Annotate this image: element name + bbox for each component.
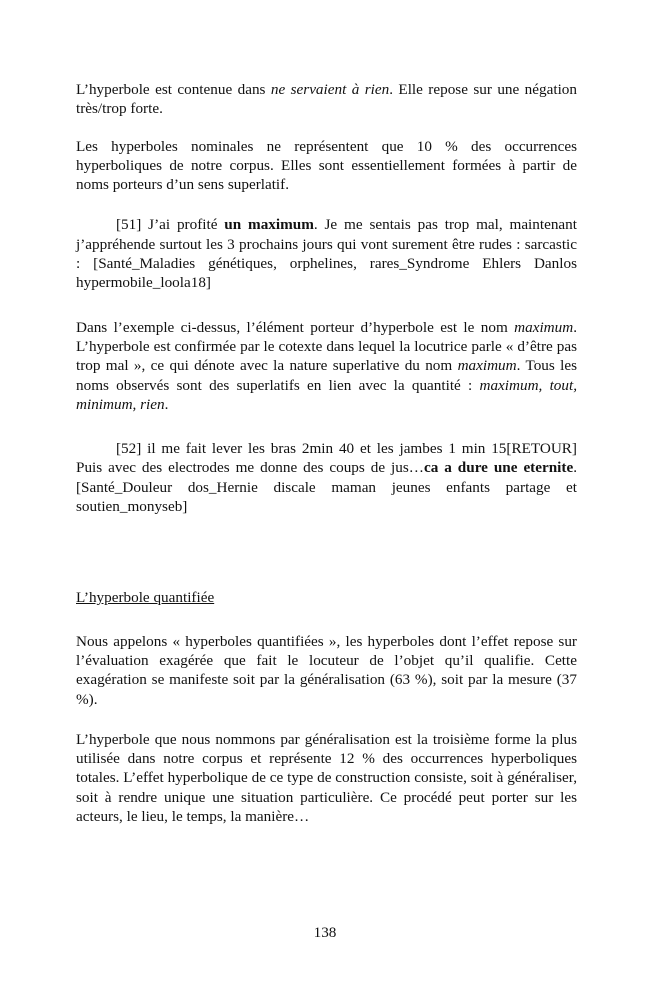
italic-quote: ne servaient à rien — [270, 81, 390, 98]
text-run: . Tous les noms observés sont des superlatifs en lien avec la quantité : — [76, 357, 577, 394]
text-run: Dans l’exemple ci-dessus, l’élément porteur d’hyperbole est le nom — [76, 318, 515, 336]
text-run: . Je me sentais pas trop mal, maintenant j’appréhende surtout les 3 prochains jours qui vont surement être rudes : sarcastic : [Santé_Maladies génétiques, orphelines, rares_Syndrome Ehlers Danlos hypermobile_loola18] — [76, 216, 577, 292]
page-body — [76, 80, 577, 826]
bold-emphasis: un maximum — [224, 216, 314, 234]
example-52 — [76, 439, 577, 516]
paragraph-negation — [76, 80, 577, 119]
text-run: L’hyperbole est contenue dans — [76, 81, 271, 98]
italic-term-list: maximum, tout, minimum, rien — [76, 376, 577, 413]
text-run: . — [164, 395, 169, 413]
text-run: . [Santé_Douleur dos_Hernie discale maman jeunes enfants partage et soutien_monyseb] — [76, 459, 577, 516]
paragraph-nominal-hyperboles: Les hyperboles nominales ne représentent que 10 % des occurrences hyperboliques de notre corpus. Elles sont essentiellement formées à partir de noms porteurs d’un sens superlatif. — [76, 137, 577, 194]
text-run: [51] J’ai profité — [116, 216, 225, 234]
bold-emphasis: ca a dure une eternite — [423, 459, 574, 477]
italic-term: maximum — [514, 318, 574, 336]
paragraph-quantified-hyperboles: Nous appelons « hyperboles quantifiées », les hyperboles dont l’effet repose sur l’évaluation exagérée que fait le locuteur de l’objet qu’il qualifie. Cette exagération se manifeste soit par la généralisation (63 %), soit par la mesure (37 %). — [76, 632, 577, 708]
section-heading: L’hyperbole quantifiée — [76, 589, 215, 607]
italic-term: maximum — [457, 357, 517, 375]
text-run: [52] il me fait lever les bras 2min 40 et les jambes 1 min 15[RETOUR] Puis avec des electrodes me donne des coups de jus… — [76, 440, 577, 477]
page-number: 138 — [313, 924, 337, 941]
text-run: . L’hyperbole est confirmée par le cotexte dans lequel la locutrice parle « d’être pas trop mal », ce qui dénote avec la nature superlative du nom — [76, 318, 577, 375]
paragraph-example-analysis — [76, 318, 577, 414]
text-run: . Elle repose sur une négation très/trop forte. — [76, 81, 577, 118]
example-51 — [76, 215, 577, 292]
paragraph-generalisation: L’hyperbole que nous nommons par généralisation est la troisième forme la plus utilisée dans notre corpus et représente 12 % des occurrences hyperboliques totales. L’effet hyperbolique de ce type de construction consiste, soit à généraliser, soit à rendre unique une situation particulière. Ce procédé peut porter sur les acteurs, le lieu, le temps, la manière… — [76, 730, 577, 826]
